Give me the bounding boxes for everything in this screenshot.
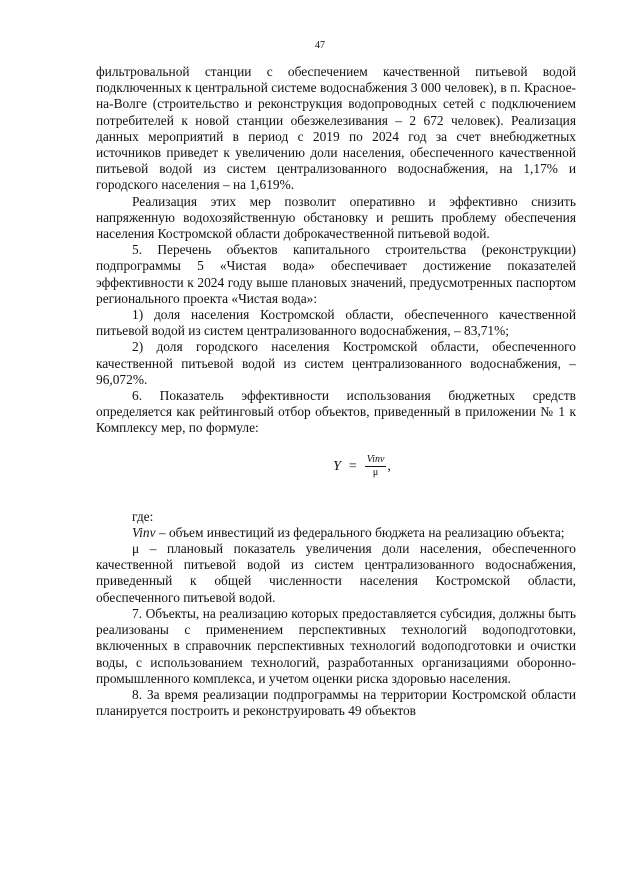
paragraph-item-6: 6. Показатель эффективности использования бюджетных средств определяется как рейтинговый отбор объектов, приведенный в приложении № 1 к Комплексу мер, по формуле: — [96, 388, 576, 436]
list-item-2: 2) доля городского населения Костромской области, обеспеченного качественной питьевой водой из систем централизованного водоснабжения, – 96,072%. — [96, 339, 576, 387]
efficiency-formula — [96, 437, 576, 497]
page-body — [96, 64, 576, 719]
where-label: где: — [132, 508, 154, 524]
formula-denominator: μ — [372, 467, 379, 479]
paragraph-item-7: 7. Объекты, на реализацию которых предоставляется субсидия, должны быть реализованы с применением перспективных технологий водоподготовки, включенных в справочник перспективных технологий водоподготовки и очистки воды, с использованием технологий, разработанных организациями оборонно-промышленного комплекса, и учетом оценки риска здоровью населения. — [96, 605, 576, 686]
formula-comma: , — [387, 458, 391, 474]
page-number: 47 — [315, 40, 325, 51]
paragraph-item-5: 5. Перечень объектов капитального строительства (реконструкции) подпрограммы 5 «Чистая вода» обеспечивает достижение показателей эффективности к 2024 году выше плановых значений, предусмотренных паспортом регионального проекта «Чистая вода»: — [96, 242, 576, 306]
formula-fraction — [365, 454, 387, 479]
paragraph-measures: Реализация этих мер позволит оперативно и эффективно снизить напряженную водохозяйственную обстановку и решить проблему обеспечения населения Костромской области доброкачественной питьевой водой. — [96, 193, 576, 242]
paragraph-continuation: фильтровальной станции с обеспечением качественной питьевой водой подключенных к центральной системе водоснабжения 3 000 человек), в п. Красное-на-Волге (строительство и реконструкция водопроводных сетей с подключением потребителей к новой станции обезжелезивания – 2 672 человек). Реализация данных мероприятий в период с 2019 по 2024 год за счет внебюджетных источников приведет к увеличению доли населения, обеспеченного качественной питьевой водой из систем централизованного водоснабжения, на 1,17% и городского населения – на 1,619%. — [96, 64, 576, 193]
list-item-1: 1) доля населения Костромской области, обеспеченного качественной питьевой водой из систем централизованного водоснабжения, – 83,71%; — [96, 307, 576, 339]
definition-vinv — [96, 525, 576, 541]
vinv-symbol: Vinv — [132, 524, 156, 540]
formula-equals: = — [348, 458, 357, 474]
paragraph-item-8: 8. За время реализации подпрограммы на территории Костромской области планируется построить и реконструировать 49 объектов — [96, 686, 576, 719]
definition-mu: μ – плановый показатель увеличения доли населения, обеспеченного качественной питьевой водой из систем централизованного водоснабжения, приведенный к общей численности населения Костромской области, обеспеченного питьевой водой. — [96, 541, 576, 605]
formula-spacer — [96, 497, 576, 509]
formula-lhs: Y — [333, 458, 341, 474]
vinv-definition: – объем инвестиций из федерального бюджета на реализацию объекта; — [155, 524, 565, 540]
formula-numerator: Vinv — [366, 454, 385, 466]
